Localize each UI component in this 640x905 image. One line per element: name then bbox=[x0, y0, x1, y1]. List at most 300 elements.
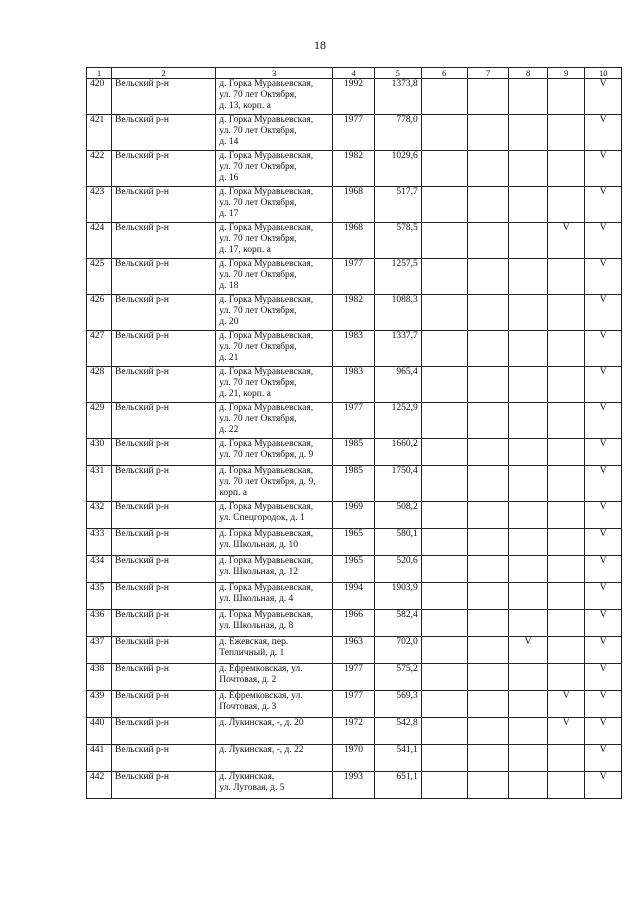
district-cell: Вельский р-н bbox=[112, 745, 216, 772]
column-8-cell bbox=[509, 403, 548, 439]
address-cell bbox=[216, 223, 333, 259]
address-line: д. 18 bbox=[219, 281, 239, 291]
row-number-cell: 423 bbox=[87, 187, 112, 223]
address-line: ул. 70 лет Октября, bbox=[219, 90, 297, 100]
area-cell: 582,4 bbox=[374, 610, 421, 637]
year-cell: 1977 bbox=[333, 664, 375, 691]
column-8-cell bbox=[509, 223, 548, 259]
column-7-cell bbox=[467, 403, 509, 439]
column-10-cell: V bbox=[585, 556, 622, 583]
column-8-cell bbox=[509, 115, 548, 151]
address-cell bbox=[216, 745, 333, 772]
area-cell: 1903,9 bbox=[374, 583, 421, 610]
column-10-cell: V bbox=[585, 403, 622, 439]
year-cell: 1972 bbox=[333, 718, 375, 745]
column-9-cell bbox=[547, 151, 585, 187]
row-number-cell: 441 bbox=[87, 745, 112, 772]
year-cell: 1963 bbox=[333, 637, 375, 664]
column-8-cell bbox=[509, 367, 548, 403]
table-row bbox=[87, 772, 622, 799]
address-line: ул. Школьная, д. 4 bbox=[219, 594, 294, 604]
column-10-cell: V bbox=[585, 664, 622, 691]
column-7-cell bbox=[467, 223, 509, 259]
row-number-cell: 440 bbox=[87, 718, 112, 745]
address-cell bbox=[216, 637, 333, 664]
row-number-cell: 437 bbox=[87, 637, 112, 664]
address-cell bbox=[216, 718, 333, 745]
district-cell: Вельский р-н bbox=[112, 637, 216, 664]
address-line: д. 16 bbox=[219, 173, 239, 183]
column-7-cell bbox=[467, 367, 509, 403]
year-cell: 1977 bbox=[333, 403, 375, 439]
table-row bbox=[87, 331, 622, 367]
address-cell bbox=[216, 295, 333, 331]
column-8-cell bbox=[509, 664, 548, 691]
row-number-cell: 430 bbox=[87, 439, 112, 466]
area-cell: 542,8 bbox=[374, 718, 421, 745]
column-6-cell bbox=[421, 295, 467, 331]
address-cell bbox=[216, 556, 333, 583]
column-9-cell bbox=[547, 439, 585, 466]
column-7-cell bbox=[467, 610, 509, 637]
district-cell: Вельский р-н bbox=[112, 151, 216, 187]
column-9-cell bbox=[547, 187, 585, 223]
row-number-cell: 433 bbox=[87, 529, 112, 556]
column-header: 1 bbox=[87, 68, 112, 79]
column-8-cell bbox=[509, 295, 548, 331]
column-7-cell bbox=[467, 718, 509, 745]
address-line: ул. 70 лет Октября, bbox=[219, 270, 297, 280]
row-number-cell: 439 bbox=[87, 691, 112, 718]
address-line: ул. 70 лет Октября, bbox=[219, 126, 297, 136]
column-9-cell bbox=[547, 664, 585, 691]
column-6-cell bbox=[421, 367, 467, 403]
table-row bbox=[87, 151, 622, 187]
address-line: д. Горка Муравьевская, bbox=[219, 295, 314, 305]
address-cell bbox=[216, 151, 333, 187]
address-line: ул. Школьная, д. 8 bbox=[219, 621, 294, 631]
column-6-cell bbox=[421, 466, 467, 502]
area-cell: 517,7 bbox=[374, 187, 421, 223]
row-number-cell: 422 bbox=[87, 151, 112, 187]
table-row bbox=[87, 367, 622, 403]
column-8-cell: V bbox=[509, 637, 548, 664]
column-header: 4 bbox=[333, 68, 375, 79]
column-8-cell bbox=[509, 151, 548, 187]
column-header: 7 bbox=[467, 68, 509, 79]
table-row bbox=[87, 718, 622, 745]
column-7-cell bbox=[467, 151, 509, 187]
row-number-cell: 435 bbox=[87, 583, 112, 610]
address-line: ул. 70 лет Октября, bbox=[219, 414, 297, 424]
column-6-cell bbox=[421, 637, 467, 664]
year-cell: 1968 bbox=[333, 187, 375, 223]
column-6-cell bbox=[421, 718, 467, 745]
table-body bbox=[87, 79, 622, 799]
column-6-cell bbox=[421, 259, 467, 295]
column-header: 3 bbox=[216, 68, 333, 79]
address-line: ул. 70 лет Октября, bbox=[219, 306, 297, 316]
column-8-cell bbox=[509, 187, 548, 223]
column-10-cell: V bbox=[585, 115, 622, 151]
column-10-cell: V bbox=[585, 583, 622, 610]
column-7-cell bbox=[467, 745, 509, 772]
address-cell bbox=[216, 439, 333, 466]
address-line: д. 14 bbox=[219, 137, 239, 147]
year-cell: 1985 bbox=[333, 466, 375, 502]
row-number-cell: 431 bbox=[87, 466, 112, 502]
district-cell: Вельский р-н bbox=[112, 772, 216, 799]
housing-registry-table bbox=[86, 67, 622, 799]
column-8-cell bbox=[509, 583, 548, 610]
column-7-cell bbox=[467, 772, 509, 799]
year-cell: 1965 bbox=[333, 529, 375, 556]
address-line: д. Горка Муравьевская, bbox=[219, 502, 314, 512]
column-9-cell bbox=[547, 745, 585, 772]
column-6-cell bbox=[421, 691, 467, 718]
address-line: д. Горка Муравьевская, bbox=[219, 79, 314, 89]
column-6-cell bbox=[421, 529, 467, 556]
row-number-cell: 421 bbox=[87, 115, 112, 151]
year-cell: 1982 bbox=[333, 151, 375, 187]
column-10-cell: V bbox=[585, 187, 622, 223]
year-cell: 1977 bbox=[333, 691, 375, 718]
address-cell bbox=[216, 529, 333, 556]
district-cell: Вельский р-н bbox=[112, 583, 216, 610]
column-6-cell bbox=[421, 439, 467, 466]
address-line: д. Горка Муравьевская, bbox=[219, 115, 314, 125]
address-line: д. Горка Муравьевская, bbox=[219, 610, 314, 620]
address-line: д. 21, корп. а bbox=[219, 389, 271, 399]
column-8-cell bbox=[509, 331, 548, 367]
address-line: ул. 70 лет Октября, bbox=[219, 342, 297, 352]
table-row bbox=[87, 79, 622, 115]
district-cell: Вельский р-н bbox=[112, 502, 216, 529]
column-9-cell bbox=[547, 502, 585, 529]
table-row bbox=[87, 583, 622, 610]
column-8-cell bbox=[509, 691, 548, 718]
row-number-cell: 442 bbox=[87, 772, 112, 799]
column-6-cell bbox=[421, 403, 467, 439]
column-10-cell: V bbox=[585, 502, 622, 529]
district-cell: Вельский р-н bbox=[112, 331, 216, 367]
district-cell: Вельский р-н bbox=[112, 367, 216, 403]
column-10-cell: V bbox=[585, 466, 622, 502]
row-number-cell: 436 bbox=[87, 610, 112, 637]
district-cell: Вельский р-н bbox=[112, 529, 216, 556]
table-row bbox=[87, 529, 622, 556]
address-line: д. Горка Муравьевская, bbox=[219, 367, 314, 377]
row-number-cell: 429 bbox=[87, 403, 112, 439]
column-6-cell bbox=[421, 556, 467, 583]
row-number-cell: 428 bbox=[87, 367, 112, 403]
year-cell: 1969 bbox=[333, 502, 375, 529]
column-header: 10 bbox=[585, 68, 622, 79]
address-line: ул. Луговая, д. 5 bbox=[219, 783, 285, 793]
column-8-cell bbox=[509, 502, 548, 529]
column-8-cell bbox=[509, 745, 548, 772]
address-line: д. Лукинская, bbox=[219, 772, 275, 782]
address-line: корп. а bbox=[219, 488, 247, 498]
address-line: д. Горка Муравьевская, bbox=[219, 331, 314, 341]
column-8-cell bbox=[509, 439, 548, 466]
column-9-cell bbox=[547, 367, 585, 403]
column-10-cell: V bbox=[585, 439, 622, 466]
column-10-cell: V bbox=[585, 610, 622, 637]
column-9-cell: V bbox=[547, 718, 585, 745]
address-line: д. 20 bbox=[219, 317, 239, 327]
column-9-cell bbox=[547, 466, 585, 502]
column-7-cell bbox=[467, 439, 509, 466]
district-cell: Вельский р-н bbox=[112, 556, 216, 583]
address-cell bbox=[216, 259, 333, 295]
address-line: д. Горка Муравьевская, bbox=[219, 556, 314, 566]
row-number-cell: 426 bbox=[87, 295, 112, 331]
address-line: д. Горка Муравьевская, bbox=[219, 259, 314, 269]
column-10-cell: V bbox=[585, 745, 622, 772]
column-6-cell bbox=[421, 664, 467, 691]
column-6-cell bbox=[421, 502, 467, 529]
address-line: д. Горка Муравьевская, bbox=[219, 439, 314, 449]
column-header: 9 bbox=[547, 68, 585, 79]
address-line: д. 13, корп. а bbox=[219, 101, 271, 111]
district-cell: Вельский р-н bbox=[112, 691, 216, 718]
address-cell bbox=[216, 610, 333, 637]
column-8-cell bbox=[509, 718, 548, 745]
column-7-cell bbox=[467, 529, 509, 556]
address-cell bbox=[216, 187, 333, 223]
area-cell: 1029,6 bbox=[374, 151, 421, 187]
column-8-cell bbox=[509, 556, 548, 583]
year-cell: 1977 bbox=[333, 259, 375, 295]
column-7-cell bbox=[467, 331, 509, 367]
column-9-cell bbox=[547, 79, 585, 115]
row-number-cell: 432 bbox=[87, 502, 112, 529]
column-10-cell: V bbox=[585, 772, 622, 799]
column-10-cell: V bbox=[585, 331, 622, 367]
column-10-cell: V bbox=[585, 367, 622, 403]
area-cell: 580,1 bbox=[374, 529, 421, 556]
address-cell bbox=[216, 79, 333, 115]
row-number-cell: 434 bbox=[87, 556, 112, 583]
column-9-cell bbox=[547, 115, 585, 151]
column-7-cell bbox=[467, 295, 509, 331]
address-line: д. Ефремковская, ул. bbox=[219, 664, 303, 674]
column-9-cell bbox=[547, 403, 585, 439]
column-6-cell bbox=[421, 772, 467, 799]
column-header: 6 bbox=[421, 68, 467, 79]
column-7-cell bbox=[467, 583, 509, 610]
table-row bbox=[87, 556, 622, 583]
area-cell: 1373,8 bbox=[374, 79, 421, 115]
column-9-cell bbox=[547, 529, 585, 556]
page-number: 18 bbox=[314, 38, 326, 52]
area-cell: 578,5 bbox=[374, 223, 421, 259]
column-9-cell bbox=[547, 583, 585, 610]
column-7-cell bbox=[467, 466, 509, 502]
column-9-cell bbox=[547, 331, 585, 367]
row-number-cell: 438 bbox=[87, 664, 112, 691]
address-line: д. Горка Муравьевская, bbox=[219, 151, 314, 161]
address-line: д. Лукинская, -, д. 22 bbox=[219, 745, 304, 755]
address-cell bbox=[216, 466, 333, 502]
row-number-cell: 424 bbox=[87, 223, 112, 259]
column-6-cell bbox=[421, 151, 467, 187]
address-line: ул. Школьная, д. 12 bbox=[219, 567, 299, 577]
district-cell: Вельский р-н bbox=[112, 259, 216, 295]
address-line: д. Лукинская, -, д. 20 bbox=[219, 718, 304, 728]
district-cell: Вельский р-н bbox=[112, 664, 216, 691]
address-line: д. 21 bbox=[219, 353, 239, 363]
column-10-cell: V bbox=[585, 529, 622, 556]
area-cell: 1337,7 bbox=[374, 331, 421, 367]
address-line: д. Горка Муравьевская, bbox=[219, 529, 314, 539]
column-7-cell bbox=[467, 691, 509, 718]
address-line: д. Горка Муравьевская, bbox=[219, 466, 314, 476]
table-row bbox=[87, 691, 622, 718]
area-cell: 575,2 bbox=[374, 664, 421, 691]
address-cell bbox=[216, 772, 333, 799]
year-cell: 1993 bbox=[333, 772, 375, 799]
column-header: 8 bbox=[509, 68, 548, 79]
column-8-cell bbox=[509, 259, 548, 295]
table-row bbox=[87, 259, 622, 295]
row-number-cell: 420 bbox=[87, 79, 112, 115]
column-6-cell bbox=[421, 187, 467, 223]
area-cell: 508,2 bbox=[374, 502, 421, 529]
column-10-cell: V bbox=[585, 223, 622, 259]
column-6-cell bbox=[421, 79, 467, 115]
area-cell: 965,4 bbox=[374, 367, 421, 403]
address-cell bbox=[216, 583, 333, 610]
column-6-cell bbox=[421, 223, 467, 259]
address-cell bbox=[216, 691, 333, 718]
table-row bbox=[87, 439, 622, 466]
address-line: ул. 70 лет Октября, д. 9 bbox=[219, 450, 314, 460]
address-line: д. Ежевская, пер. bbox=[219, 637, 289, 647]
column-7-cell bbox=[467, 637, 509, 664]
area-cell: 1750,4 bbox=[374, 466, 421, 502]
table-row bbox=[87, 610, 622, 637]
address-line: Почтовая, д. 3 bbox=[219, 702, 277, 712]
column-7-cell bbox=[467, 556, 509, 583]
year-cell: 1985 bbox=[333, 439, 375, 466]
column-9-cell bbox=[547, 259, 585, 295]
district-cell: Вельский р-н bbox=[112, 223, 216, 259]
year-cell: 1994 bbox=[333, 583, 375, 610]
column-6-cell bbox=[421, 331, 467, 367]
column-9-cell bbox=[547, 295, 585, 331]
area-cell: 1252,9 bbox=[374, 403, 421, 439]
district-cell: Вельский р-н bbox=[112, 439, 216, 466]
year-cell: 1982 bbox=[333, 295, 375, 331]
year-cell: 1966 bbox=[333, 610, 375, 637]
column-6-cell bbox=[421, 115, 467, 151]
column-9-cell: V bbox=[547, 691, 585, 718]
address-line: ул. 70 лет Октября, bbox=[219, 378, 297, 388]
address-line: д. 22 bbox=[219, 425, 239, 435]
address-line: ул. 70 лет Октября, д. 9, bbox=[219, 477, 316, 487]
area-cell: 1257,5 bbox=[374, 259, 421, 295]
area-cell: 702,0 bbox=[374, 637, 421, 664]
address-line: ул. 70 лет Октября, bbox=[219, 234, 297, 244]
table-row bbox=[87, 223, 622, 259]
address-line: Почтовая, д. 2 bbox=[219, 675, 277, 685]
address-line: ул. Школьная, д. 10 bbox=[219, 540, 299, 550]
area-cell: 1660,2 bbox=[374, 439, 421, 466]
area-cell: 778,0 bbox=[374, 115, 421, 151]
row-number-cell: 427 bbox=[87, 331, 112, 367]
column-7-cell bbox=[467, 115, 509, 151]
address-line: ул. 70 лет Октября, bbox=[219, 162, 297, 172]
district-cell: Вельский р-н bbox=[112, 187, 216, 223]
address-line: д. 17, корп. а bbox=[219, 245, 271, 255]
area-cell: 651,1 bbox=[374, 772, 421, 799]
address-line: д. Ефремковская, ул. bbox=[219, 691, 303, 701]
column-number-header-row bbox=[87, 68, 622, 79]
district-cell: Вельский р-н bbox=[112, 718, 216, 745]
address-cell bbox=[216, 502, 333, 529]
column-10-cell: V bbox=[585, 691, 622, 718]
column-10-cell: V bbox=[585, 718, 622, 745]
district-cell: Вельский р-н bbox=[112, 466, 216, 502]
address-line: Тепличный, д. 1 bbox=[219, 648, 285, 658]
column-7-cell bbox=[467, 664, 509, 691]
year-cell: 1983 bbox=[333, 367, 375, 403]
column-7-cell bbox=[467, 79, 509, 115]
column-header: 5 bbox=[374, 68, 421, 79]
column-7-cell bbox=[467, 259, 509, 295]
address-cell bbox=[216, 331, 333, 367]
year-cell: 1965 bbox=[333, 556, 375, 583]
year-cell: 1968 bbox=[333, 223, 375, 259]
area-cell: 520,6 bbox=[374, 556, 421, 583]
column-8-cell bbox=[509, 79, 548, 115]
year-cell: 1977 bbox=[333, 115, 375, 151]
district-cell: Вельский р-н bbox=[112, 403, 216, 439]
address-line: д. Горка Муравьевская, bbox=[219, 583, 314, 593]
column-header: 2 bbox=[112, 68, 216, 79]
column-6-cell bbox=[421, 745, 467, 772]
address-line: д. Горка Муравьевская, bbox=[219, 187, 314, 197]
table-row bbox=[87, 187, 622, 223]
table-row bbox=[87, 745, 622, 772]
column-10-cell: V bbox=[585, 259, 622, 295]
address-cell bbox=[216, 367, 333, 403]
district-cell: Вельский р-н bbox=[112, 610, 216, 637]
address-line: д. Горка Муравьевская, bbox=[219, 223, 314, 233]
address-cell bbox=[216, 403, 333, 439]
column-8-cell bbox=[509, 772, 548, 799]
year-cell: 1983 bbox=[333, 331, 375, 367]
district-cell: Вельский р-н bbox=[112, 115, 216, 151]
address-cell bbox=[216, 664, 333, 691]
column-10-cell: V bbox=[585, 295, 622, 331]
year-cell: 1992 bbox=[333, 79, 375, 115]
address-line: д. 17 bbox=[219, 209, 239, 219]
district-cell: Вельский р-н bbox=[112, 79, 216, 115]
column-8-cell bbox=[509, 610, 548, 637]
table-row bbox=[87, 502, 622, 529]
table-row bbox=[87, 403, 622, 439]
column-9-cell bbox=[547, 772, 585, 799]
column-8-cell bbox=[509, 466, 548, 502]
table-row bbox=[87, 664, 622, 691]
column-9-cell bbox=[547, 610, 585, 637]
column-10-cell: V bbox=[585, 637, 622, 664]
address-cell bbox=[216, 115, 333, 151]
column-9-cell: V bbox=[547, 223, 585, 259]
